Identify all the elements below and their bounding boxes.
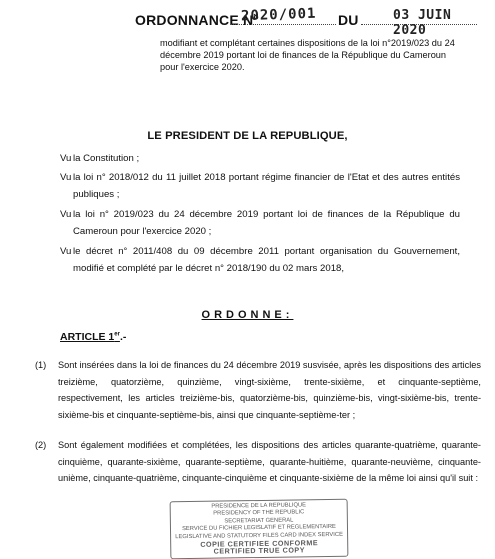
stamp-line: LEGISLATIVE AND STATUTORY FILES CARD INDEX SERVICE	[175, 531, 343, 540]
stamp-line: PRESIDENCY OF THE REPUBLIC	[213, 509, 305, 518]
visa-lead: Vu	[60, 153, 72, 164]
paragraph-number: (2)	[35, 440, 47, 450]
visa-lead: Vu	[60, 209, 72, 220]
stamp-line: PRESIDENCE DE LA REPUBLIQUE	[211, 502, 307, 510]
visa-lead: Vu	[60, 246, 72, 257]
document-subtitle: modifiant et complétant certaines dispositions de la loi n°2019/023 du 24 décembre 2019 portant loi de finances de la République du Cameroun pour l'exercice 2020.	[160, 38, 455, 72]
article-label	[60, 331, 120, 343]
article-heading	[60, 331, 126, 343]
visa-text: le décret n° 2011/408 du 09 décembre 2011 portant organisation du Gouvernement, modifié et complété par le décret n° 2018/190 du 02 mars 2018,	[73, 246, 460, 274]
president-heading: LE PRESIDENT DE LA REPUBLIQUE,	[147, 130, 348, 142]
handwritten-number: 2020/001	[240, 5, 317, 25]
stamp-line: SECRETARIAT GENERAL	[224, 517, 294, 525]
visa-text: la loi n° 2019/023 du 24 décembre 2019 portant loi de finances de la République du Cameroun pour l'exercice 2020 ;	[73, 209, 460, 237]
visa-text: la loi n° 2018/012 du 11 juillet 2018 portant régime financier de l'Etat et des autres entités publiques ;	[73, 172, 460, 200]
stamp-line: COPIE CERTIFIEE CONFORME	[200, 538, 319, 549]
article-label-text: ARTICLE 1	[60, 331, 115, 343]
article-sup: er	[114, 331, 120, 338]
paragraph-number: (1)	[35, 360, 47, 370]
number-dotted-line	[231, 24, 336, 25]
ordonne-text: ORDONNE:	[201, 309, 294, 321]
paragraph-text: Sont insérées dans la loi de finances du 24 décembre 2019 susvisée, après les dispositions des articles treizième, quatorzième, quinzième, vingt-sixième, trente-sixième, et cinquante-septième, respectivement, les articles treizième-bis, quatorzième-bis, quinzième-bis, vingt-sixième-bis, trente-sixième-bis et cinquante-septième-bis, ainsi que cinquante-septième-ter ;	[58, 360, 481, 420]
document-title	[135, 5, 485, 38]
visa-lead: Vu	[60, 172, 72, 183]
paragraph-text: Sont également modifiées et complétées, les dispositions des articles quarante-quatrième, quarante-cinquième, quarante-sixième, quarante-septième, quarante-huitième, quarante-neuvième, cinquante-unième, cinquante-quatrième, cinquante-cinquième et cinquante-sixième de la même loi ainsi qu'il suit :	[58, 440, 481, 483]
visa-text: la Constitution ;	[73, 153, 140, 164]
title-du: DU	[338, 12, 359, 28]
title-prefix: ORDONNANCE N°	[135, 12, 260, 28]
article-suffix: .-	[119, 331, 127, 343]
stamp-line: CERTIFIED TRUE COPY	[213, 545, 306, 557]
ordonne-heading	[0, 309, 495, 321]
handwritten-date: 03 JUIN 2020	[393, 8, 452, 38]
stamp-line: SERVICE DU FICHIER LEGISLATIF ET REGLEMENTAIRE	[182, 524, 336, 533]
